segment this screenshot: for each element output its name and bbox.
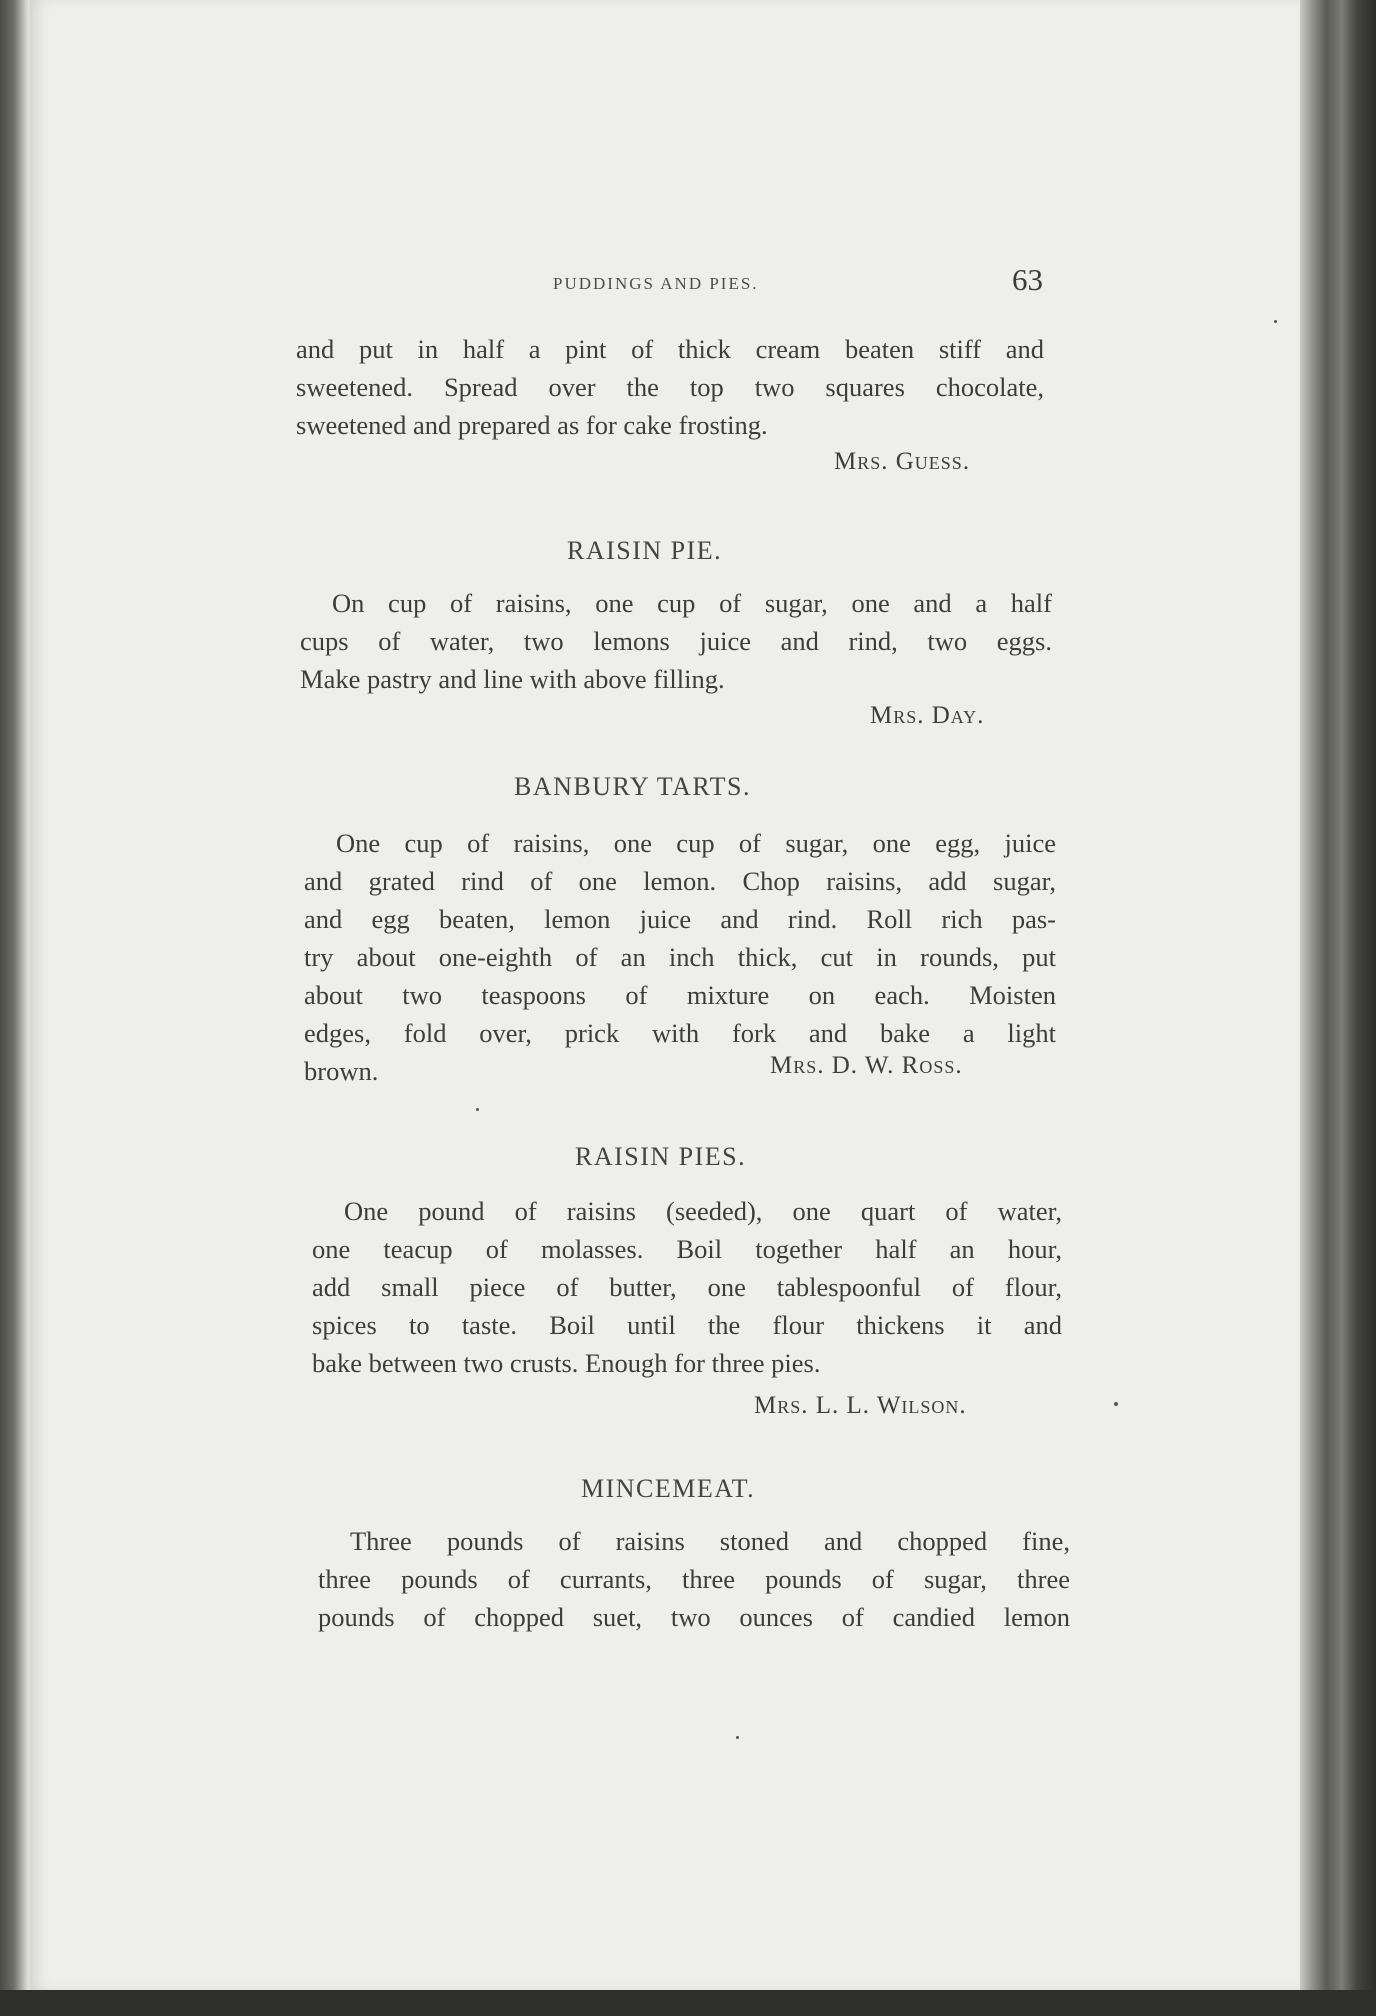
recipe-author: Mrs. D. W. Ross. <box>770 1052 963 1079</box>
recipe-title: RAISIN PIE. <box>567 536 723 565</box>
paper-speck <box>476 1108 479 1111</box>
book-edge-bottom <box>0 1990 1376 2016</box>
text-line: sweetened. Spread over the top two squares chocolate, <box>296 372 1044 402</box>
text-line: and egg beaten, lemon juice and rind. Roll rich pas- <box>304 904 1056 934</box>
intro-author: Mrs. Guess. <box>834 448 971 475</box>
text-line: edges, fold over, prick with fork and bake a light <box>304 1018 1056 1048</box>
text-line: pounds of chopped suet, two ounces of candied lemon <box>318 1602 1070 1632</box>
text-line: On cup of raisins, one cup of sugar, one and a half <box>332 588 1052 618</box>
text-line: One cup of raisins, one cup of sugar, one egg, juice <box>336 828 1056 858</box>
text-line: Three pounds of raisins stoned and chopped fine, <box>350 1526 1070 1556</box>
text-line: Make pastry and line with above filling. <box>300 664 725 694</box>
text-line: spices to taste. Boil until the flour thickens it and <box>312 1310 1062 1340</box>
text-line: cups of water, two lemons juice and rind, two eggs. <box>300 626 1052 656</box>
text-line: one teacup of molasses. Boil together half an hour, <box>312 1234 1062 1264</box>
book-binding-left <box>0 0 34 1990</box>
paper-speck <box>736 1736 739 1739</box>
running-head: PUDDINGS AND PIES. <box>553 274 759 293</box>
text-line: sweetened and prepared as for cake frosting. <box>296 410 768 440</box>
recipe-body <box>304 824 1056 1090</box>
text-line: One pound of raisins (seeded), one quart of water, <box>344 1196 1062 1226</box>
recipe-author: Mrs. Day. <box>870 702 985 729</box>
text-line: and grated rind of one lemon. Chop raisins, add sugar, <box>304 866 1056 896</box>
text-line: brown. <box>304 1056 379 1086</box>
recipe-body <box>312 1192 1062 1382</box>
text-line: about two teaspoons of mixture on each. Moisten <box>304 980 1056 1010</box>
text-line: and put in half a pint of thick cream beaten stiff and <box>296 334 1044 364</box>
text-line: add small piece of butter, one tablespoonful of flour, <box>312 1272 1062 1302</box>
paper-speck <box>1274 320 1277 323</box>
text-line: bake between two crusts. Enough for three pies. <box>312 1348 821 1378</box>
recipe-title: MINCEMEAT. <box>581 1474 756 1503</box>
recipe-author: Mrs. L. L. Wilson. <box>754 1392 967 1419</box>
intro-paragraph <box>296 330 1044 444</box>
paper-speck <box>1114 1402 1118 1406</box>
recipe-body <box>318 1522 1070 1636</box>
recipe-body <box>300 584 1052 698</box>
text-line: three pounds of currants, three pounds of sugar, three <box>318 1564 1070 1594</box>
page-number: 63 <box>1012 262 1043 297</box>
text-line: try about one-eighth of an inch thick, cut in rounds, put <box>304 942 1056 972</box>
recipe-title: BANBURY TARTS. <box>514 772 751 801</box>
recipe-title: RAISIN PIES. <box>575 1142 747 1171</box>
book-spine-right <box>1300 0 1376 1990</box>
